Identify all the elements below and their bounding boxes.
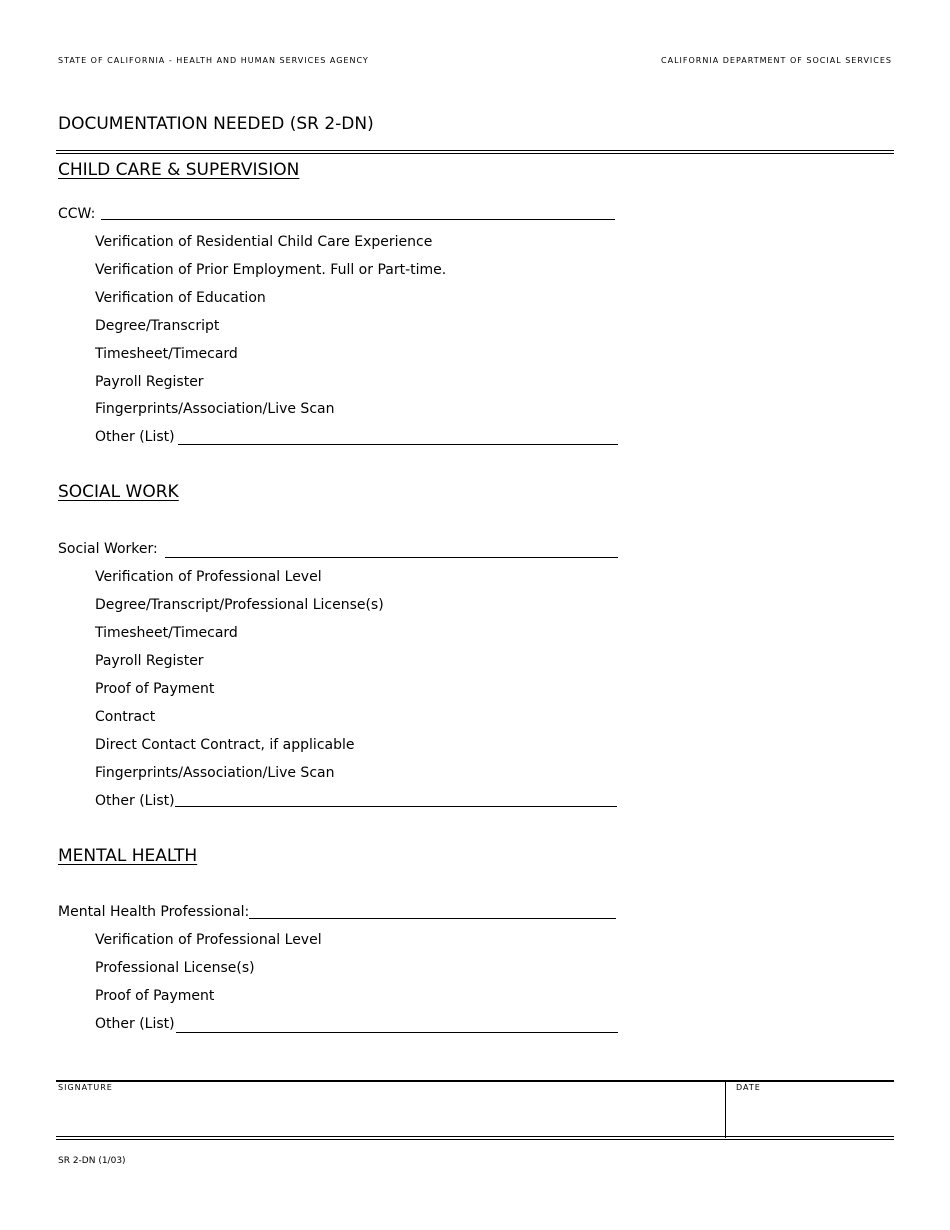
list-item: Proof of Payment xyxy=(95,681,215,697)
ccw-input-line[interactable] xyxy=(101,219,615,220)
list-item: Professional License(s) xyxy=(95,960,255,976)
list-item: Degree/Transcript/Professional License(s) xyxy=(95,597,384,613)
date-label: DATE xyxy=(736,1083,761,1092)
form-number: SR 2-DN (1/03) xyxy=(58,1156,126,1166)
list-item: Verification of Residential Child Care Experience xyxy=(95,234,433,250)
list-item: Other (List) xyxy=(95,1016,175,1032)
social-work-other-input-line[interactable] xyxy=(175,806,617,807)
list-item: Payroll Register xyxy=(95,374,204,390)
list-item: Other (List) xyxy=(95,429,175,445)
list-item: Payroll Register xyxy=(95,653,204,669)
list-item: Other (List) xyxy=(95,793,175,809)
signature-label: SIGNATURE xyxy=(58,1083,113,1092)
mental-health-professional-input-line[interactable] xyxy=(249,918,616,919)
list-item: Verification of Education xyxy=(95,290,266,306)
list-item: Proof of Payment xyxy=(95,988,215,1004)
social-worker-label: Social Worker: xyxy=(58,541,158,557)
mental-health-other-input-line[interactable] xyxy=(176,1032,618,1033)
signature-rule-1 xyxy=(56,1136,894,1137)
section-title-social-work: SOCIAL WORK xyxy=(58,482,179,502)
list-item: Verification of Professional Level xyxy=(95,932,322,948)
list-item: Timesheet/Timecard xyxy=(95,346,238,362)
title-rule-bottom xyxy=(56,153,894,154)
section-title-mental-health: MENTAL HEALTH xyxy=(58,846,198,866)
list-item: Direct Contact Contract, if applicable xyxy=(95,737,355,753)
list-item: Contract xyxy=(95,709,156,725)
section-title-child-care: CHILD CARE & SUPERVISION xyxy=(58,160,300,180)
list-item: Verification of Prior Employment. Full or Part-time. xyxy=(95,262,447,278)
department-header: CALIFORNIA DEPARTMENT OF SOCIAL SERVICES xyxy=(661,56,892,65)
ccw-label: CCW: xyxy=(58,206,96,222)
form-title: DOCUMENTATION NEEDED (SR 2-DN) xyxy=(58,114,374,134)
list-item: Fingerprints/Association/Live Scan xyxy=(95,401,335,417)
signature-rule-2 xyxy=(56,1139,894,1140)
social-worker-input-line[interactable] xyxy=(165,557,618,558)
ccw-other-input-line[interactable] xyxy=(178,444,618,445)
list-item: Degree/Transcript xyxy=(95,318,220,334)
list-item: Verification of Professional Level xyxy=(95,569,322,585)
title-rule-top xyxy=(56,150,894,151)
date-field[interactable] xyxy=(726,1095,892,1135)
agency-header: STATE OF CALIFORNIA - HEALTH AND HUMAN SERVICES AGENCY xyxy=(58,56,369,65)
mental-health-professional-label: Mental Health Professional: xyxy=(58,904,250,920)
list-item: Fingerprints/Association/Live Scan xyxy=(95,765,335,781)
list-item: Timesheet/Timecard xyxy=(95,625,238,641)
